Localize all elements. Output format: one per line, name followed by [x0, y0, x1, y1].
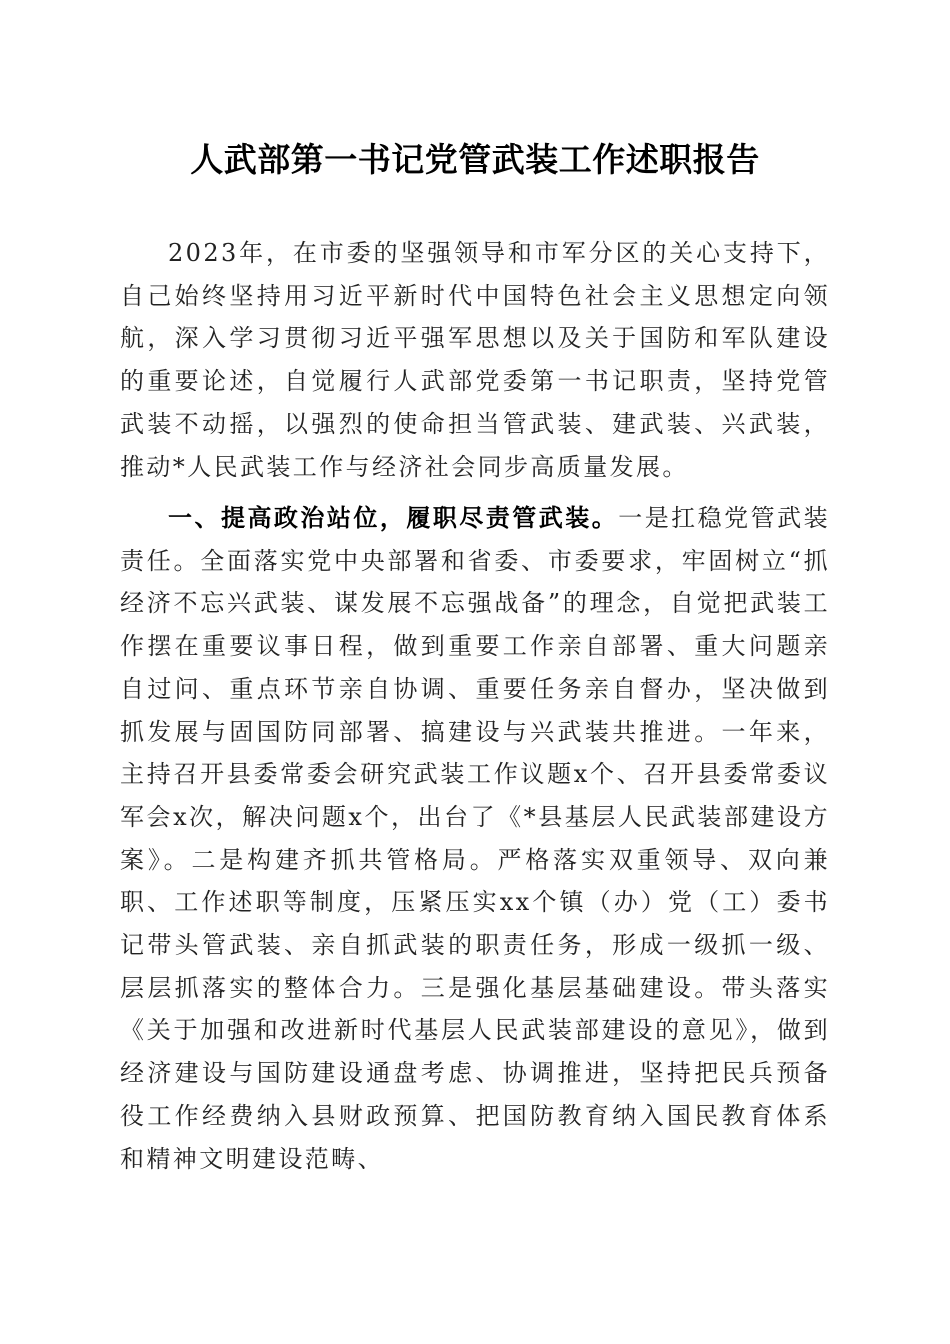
section-one-paragraph — [120, 497, 830, 1180]
document-title: 人武部第一书记党管武装工作述职报告 — [190, 140, 760, 179]
intro-paragraph — [120, 232, 830, 488]
section-one-text: 一是扛稳党管武装责任。全面落实党中央部署和省委、市委要求，牢固树立“抓经济不忘兴武装、谋发展不忘强战备”的理念，自觉把武装工作摆在重要议事日程，做到重要工作亲自部署、重大问题亲自过问、重点环节亲自协调、重要任务亲自督办，坚决做到抓发展与固国防同部署、搞建设与兴武装共推进。一年来，主持召开县委常委会研究武装工作议题x个、召开县委常委议军会x次，解决问题x个，出台了《*县基层人民武装部建设方案》。二是构建齐抓共管格局。严格落实双重领导、双向兼职、工作述职等制度，压紧压实xx个镇（办）党（工）委书记带头管武装、亲自抓武装的职责任务，形成一级抓一级、层层抓落实的整体合力。三是强化基层基础建设。带头落实《关于加强和改进新时代基层人民武装部建设的意见》，做到经济建设与国防建设通盘考虑、协调推进，坚持把民兵预备役工作经费纳入县财政预算、把国防教育纳入国民教育体系和精神文明建设范畴、 — [120, 504, 830, 1173]
intro-paragraph-text: 2023年，在市委的坚强领导和市军分区的关心支持下，自己始终坚持用习近平新时代中国特色社会主义思想定向领航，深入学习贯彻习近平强军思想以及关于国防和军队建设的重要论述，自觉履行人武部党委第一书记职责，坚持党管武装不动摇，以强烈的使命担当管武装、建武装、兴武装，推动*人民武装工作与经济社会同步高质量发展。 — [120, 239, 830, 481]
section-one-heading: 一、提高政治站位，履职尽责管武装。 — [168, 503, 619, 532]
